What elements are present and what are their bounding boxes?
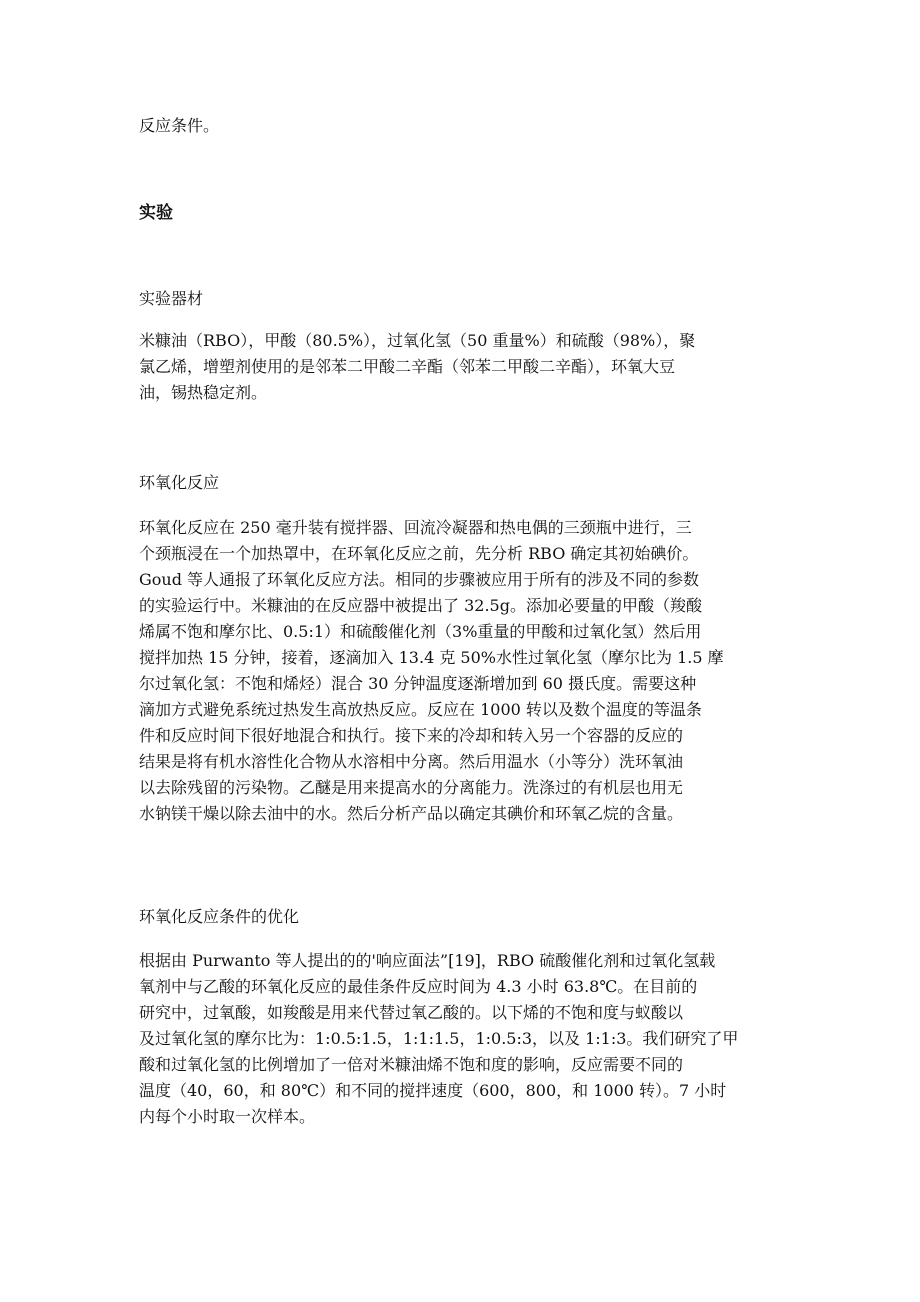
paragraph-line: 温度（40，60，和 80℃）和不同的搅拌速度（600，800，和 1000 转）。7 小时 <box>139 1081 727 1100</box>
paragraph-line: 氧剂中与乙酸的环氧化反应的最佳条件反应时间为 4.3 小时 63.8℃。在目前的 <box>139 977 698 996</box>
epoxidation-title: 环氧化反应 <box>139 473 220 492</box>
paragraph-line: 环氧化反应在 250 毫升装有搅拌器、回流冷凝器和热电偶的三颈瓶中进行，三 <box>139 518 692 537</box>
epoxidation-paragraph <box>139 515 784 827</box>
paragraph-line: 酸和过氧化氢的比例增加了一倍对米糠油烯不饱和度的影响，反应需要不同的 <box>139 1055 684 1074</box>
section-title: 实验 <box>139 203 173 223</box>
paragraph-line: 的实验运行中。米糠油的在反应器中被提出了 32.5g。添加必要量的甲酸（羧酸 <box>139 596 702 615</box>
intro-fragment: 反应条件。 <box>139 116 220 135</box>
paragraph-line: 烯属不饱和摩尔比、0.5:1）和硫酸催化剂（3%重量的甲酸和过氧化氢）然后用 <box>139 622 702 641</box>
optimization-title: 环氧化反应条件的优化 <box>139 907 300 926</box>
paragraph-line: 米糠油（RBO），甲酸（80.5%），过氧化氢（50 重量%）和硫酸（98%），聚 <box>139 331 696 350</box>
paragraph-line: 搅拌加热 15 分钟，接着，逐滴加入 13.4 克 50%水性过氧化氢（摩尔比为 1.5 摩 <box>139 648 724 667</box>
paragraph-line: 根据由 Purwanto 等人提出的的'响应面法”[19]，RBO 硫酸催化剂和过氧化氢载 <box>139 951 716 970</box>
paragraph-line: 及过氧化氢的摩尔比为：1:0.5:1.5，1:1:1.5，1:0.5:3，以及 1:1:3。我们研究了甲 <box>139 1029 739 1048</box>
paragraph-line: 结果是将有机水溶性化合物从水溶相中分离。然后用温水（小等分）洗环氧油 <box>139 752 684 771</box>
paragraph-line: 油，锡热稳定剂。 <box>139 383 268 402</box>
optimization-paragraph <box>139 948 784 1130</box>
paragraph-line: 个颈瓶浸在一个加热罩中，在环氧化反应之前，先分析 RBO 确定其初始碘价。 <box>139 544 699 563</box>
paragraph-line: 件和反应时间下很好地混合和执行。接下来的冷却和转入另一个容器的反应的 <box>139 726 684 745</box>
paragraph-line: 尔过氧化氢：不饱和烯烃）混合 30 分钟温度逐渐增加到 60 摄氏度。需要这种 <box>139 674 697 693</box>
paragraph-line: 水钠镁干燥以除去油中的水。然后分析产品以确定其碘价和环氧乙烷的含量。 <box>139 804 684 823</box>
materials-paragraph <box>139 328 784 406</box>
materials-title: 实验器材 <box>139 289 204 308</box>
paragraph-line: 以去除残留的污染物。乙醚是用来提高水的分离能力。洗涤过的有机层也用无 <box>139 778 684 797</box>
paragraph-line: 内每个小时取一次样本。 <box>139 1107 316 1126</box>
paragraph-line: Goud 等人通报了环氧化反应方法。相同的步骤被应用于所有的涉及不同的参数 <box>139 570 700 589</box>
paragraph-line: 滴加方式避免系统过热发生高放热反应。反应在 1000 转以及数个温度的等温条 <box>139 700 702 719</box>
paragraph-line: 研究中，过氧酸，如羧酸是用来代替过氧乙酸的。以下烯的不饱和度与蚁酸以 <box>139 1003 684 1022</box>
paragraph-line: 氯乙烯，增塑剂使用的是邻苯二甲酸二辛酯（邻苯二甲酸二辛酯），环氧大豆 <box>139 357 676 376</box>
